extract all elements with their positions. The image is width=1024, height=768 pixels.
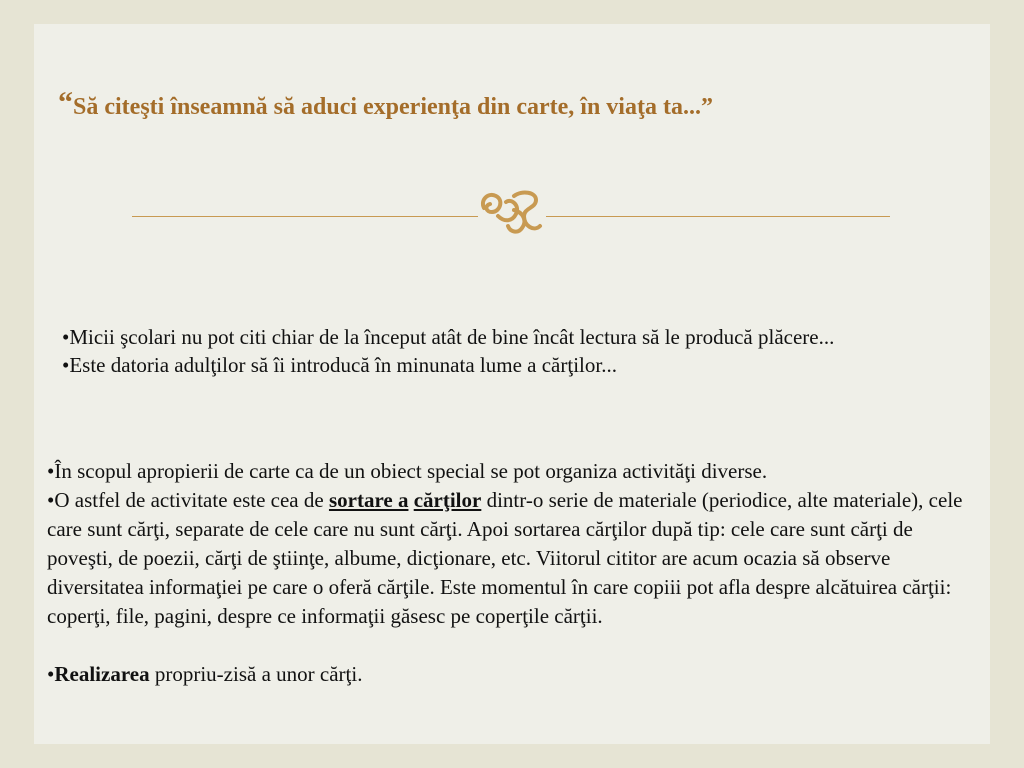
divider-right [546, 216, 890, 217]
slide-title [58, 86, 958, 121]
open-quote: “ [58, 86, 73, 119]
p3-bullet: • [47, 662, 55, 686]
intro-bullet-1: •Micii şcolari nu pot citi chiar de la început atât de bine încât lectura să le producă plăcere... [62, 325, 835, 349]
body-paragraph-3 [47, 660, 977, 689]
body-paragraph-2 [47, 486, 977, 631]
p3-rest: propriu-zisă a unor cărţi. [149, 662, 363, 686]
underlined-term-sortare: sortare a [328, 488, 409, 512]
divider-left [132, 216, 478, 217]
title-text: Să citeşti înseamnă să aduci experienţa din carte, în viaţa ta... [73, 94, 701, 120]
body-text [47, 457, 977, 689]
underlined-term-cartilor: cărţilor [413, 488, 482, 512]
paragraph-gap [47, 631, 977, 660]
bold-term-realizarea: Realizarea [54, 662, 150, 686]
p2-rest: dintr-o serie de materiale (periodice, alte materiale), cele care sunt cărţi, separate de cele care nu sunt cărţi. Apoi sortarea cărţilor după tip: cele care sunt cărţi de poveşti, de poezii, cărţi de ştiinţe, albume, dicţionare, etc. Viitorul cititor are acum ocazia să observe diversitatea informaţiei pe care o oferă cărţile. Este momentul în care copiii pot afla despre alcătuirea cărţii: coperţi, file, pagini, despre ce informaţii găsesc pe coperţile cărţii. [47, 488, 963, 628]
body-paragraph-1: •În scopul apropierii de carte ca de un obiect special se pot organiza activităţi diverse. [47, 459, 768, 483]
flourish-ornament-icon [478, 186, 546, 240]
intro-bullet-2: •Este datoria adulţilor să îi introducă în minunata lume a cărţilor... [62, 353, 617, 377]
intro-bullets [62, 323, 942, 379]
close-quote: ” [700, 94, 713, 120]
p2-prefix: •O astfel de activitate este cea de [47, 488, 329, 512]
